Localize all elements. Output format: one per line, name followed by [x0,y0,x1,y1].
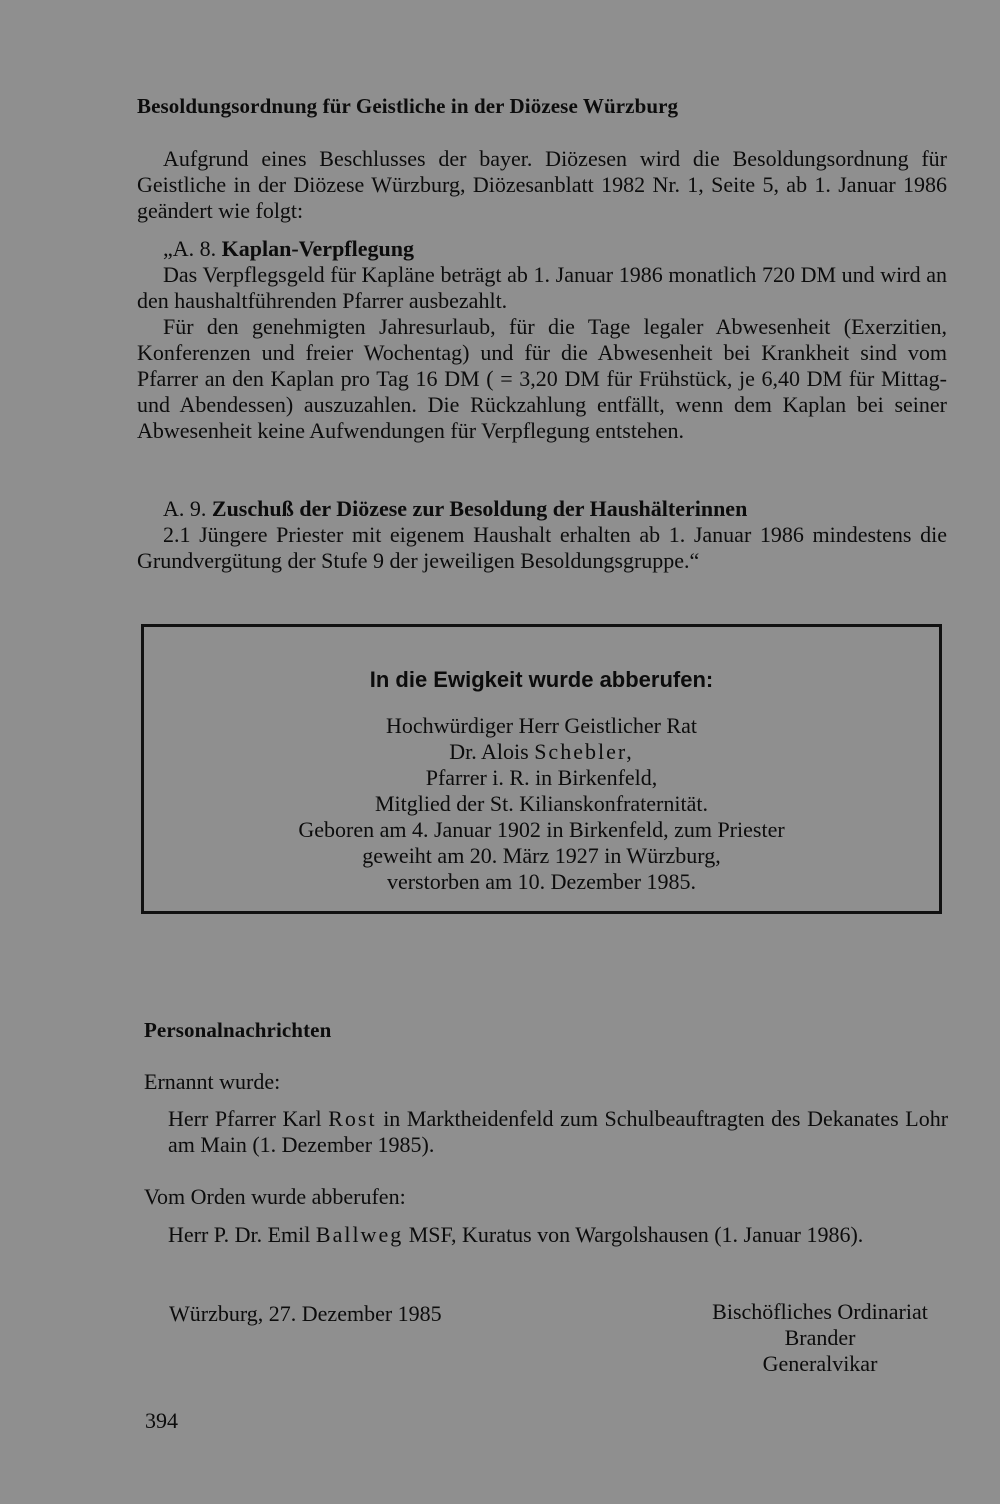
obituary-line-2 [144,739,939,765]
obituary-box [141,624,942,914]
recalled-text [168,1222,948,1248]
recalled-name: Ballweg [315,1222,404,1247]
appointed-label: Ernannt wurde: [144,1069,281,1094]
intro-paragraph [137,146,947,224]
signature-line-3: Generalvikar [762,1351,878,1376]
obituary-line-6: geweiht am 20. März 1927 in Würzburg, [362,843,721,868]
recalled-post: MSF, Kuratus von Wargolshausen (1. Januar 1986). [408,1222,864,1247]
recalled-label: Vom Orden wurde abberufen: [144,1184,406,1209]
appointed-entry [168,1106,948,1158]
a9-paragraph-1: 2.1 Jüngere Priester mit eigenem Haushalt erhalten ab 1. Januar 1986 mindestens die Grundvergütung der Stufe 9 der jeweiligen Besoldungsgruppe.“ [137,522,947,573]
a8-title: Kaplan-Verpflegung [221,236,414,261]
appointed-pre: Herr Pfarrer Karl [168,1106,322,1131]
a8-paragraph-2: Für den genehmigten Jahresurlaub, für die Tage legaler Abwesenheit (Exerzitien, Konferenzen und freier Wochentag) und für die Abwesenheit bei Krankheit sind vom Pfarrer an den Kaplan pro Tag 16 DM ( = 3,20 DM für Frühstück, je 6,40 DM für Mittag- und Abendessen) auszuzahlen. Die Rückzahlung entfällt, wenn dem Kaplan bei seiner Abwesenheit keine Aufwendungen für Verpflegung entstehen. [137,314,947,443]
section-title: Besoldungsordnung für Geistliche in der Diözese Würzburg [137,94,679,118]
obituary-line-5: Geboren am 4. Januar 1902 in Birkenfeld, zum Priester [298,817,785,842]
date-place: Würzburg, 27. Dezember 1985 [169,1301,442,1326]
signature-block [680,1299,960,1377]
appointed-name: Rost [328,1106,377,1131]
obituary-line-4: Mitglied der St. Kilianskonfraternität. [375,791,708,816]
obituary-text [144,713,939,895]
a8-prefix: „A. 8. [163,236,217,261]
recalled-pre: Herr P. Dr. Emil [168,1222,311,1247]
section-a8 [137,236,947,444]
personal-news-title: Personalnachrichten [144,1018,332,1042]
appointed-text [168,1106,948,1158]
section-a9 [137,496,947,574]
a9-heading [137,496,947,522]
obituary-line-1: Hochwürdiger Herr Geistlicher Rat [386,713,697,738]
appointed-post: in Marktheidenfeld zum Schulbeauftragten des Dekanates Lohr am Main (1. Dezember 1985). [168,1106,949,1157]
obituary-name: Schebler, [534,739,634,764]
obituary-line-7: verstorben am 10. Dezember 1985. [386,869,697,894]
a9-title: Zuschuß der Diözese zur Besoldung der Haushälterinnen [211,496,748,521]
signature-line-1: Bischöfliches Ordinariat [712,1299,928,1324]
recalled-entry [168,1222,948,1248]
a9-prefix: A. 9. [163,496,207,521]
obituary-heading: In die Ewigkeit wurde abberufen: [369,667,714,692]
intro-text: Aufgrund eines Beschlusses der bayer. Diözesen wird die Besoldungsordnung für Geistliche in der Diözese Würzburg, Diözesanblatt 1982 Nr. 1, Seite 5, ab 1. Januar 1986 geändert wie folgt: [137,146,947,223]
page-number: 394 [145,1408,178,1433]
a8-paragraph-1: Das Verpflegsgeld für Kapläne beträgt ab 1. Januar 1986 monatlich 720 DM und wird an den haushaltführenden Pfarrer ausbezahlt. [137,262,947,313]
signature-line-2: Brander [784,1325,856,1350]
obituary-line-3: Pfarrer i. R. in Birkenfeld, [425,765,658,790]
obituary-name-prefix: Dr. Alois [449,739,529,764]
a8-heading [137,236,947,262]
